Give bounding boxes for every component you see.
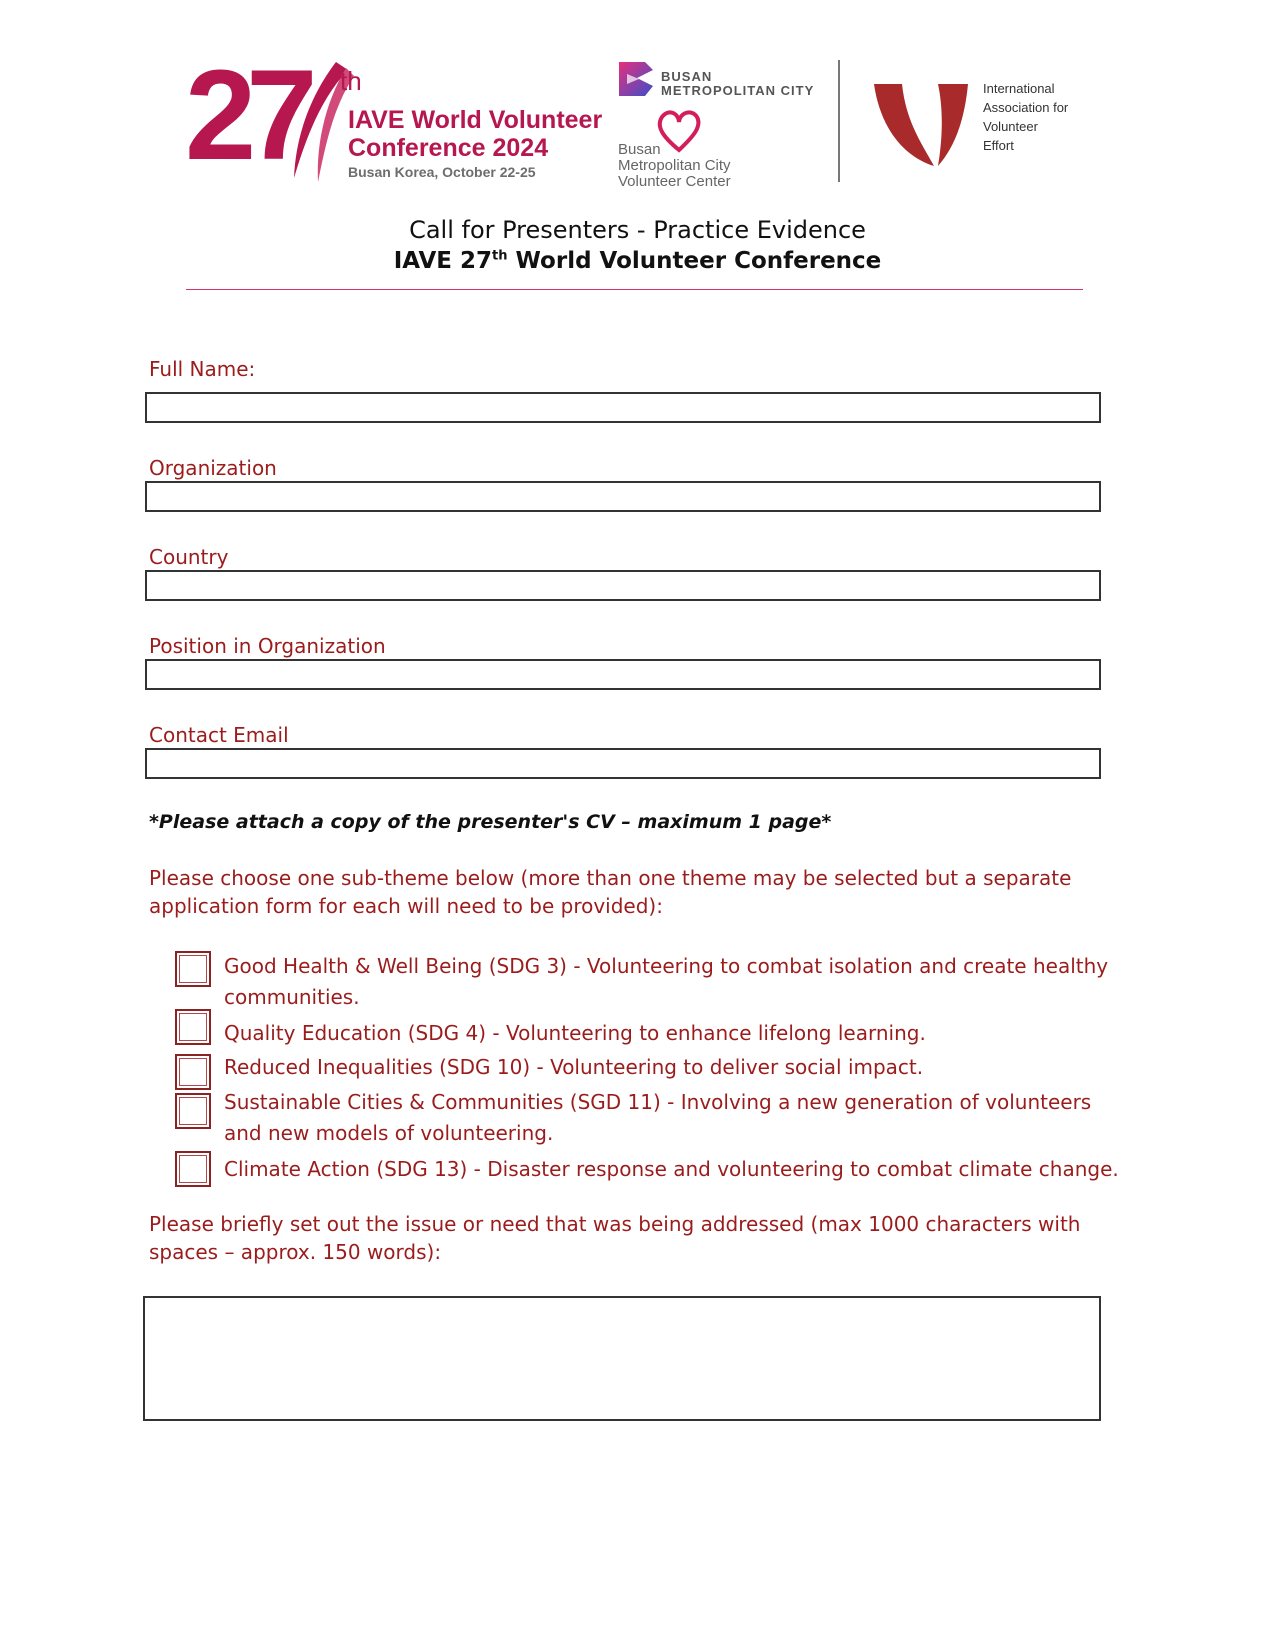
busan-logo-line2: METROPOLITAN CITY (661, 83, 815, 98)
issue-prompt: Please briefly set out the issue or need that was being addressed (max 1000 characters with spaces – approx. 150 words): (149, 1212, 1081, 1264)
page-title: Call for Presenters - Practice Evidence (409, 216, 866, 244)
country-field[interactable] (145, 570, 1101, 601)
organization-label: Organization (149, 456, 277, 480)
organization-field[interactable] (145, 481, 1101, 512)
subtitle-sup: th (492, 248, 508, 264)
conference-title-line1: IAVE World Volunteer (348, 106, 603, 134)
subtitle-post: World Volunteer Conference (507, 248, 882, 274)
busan-emblem-icon (617, 60, 655, 98)
busan-logo-line1: BUSAN (661, 69, 713, 84)
title-rule (186, 289, 1083, 290)
iave-logo-line4: Effort (983, 138, 1014, 153)
volunteer-center-line1: Busan (618, 141, 661, 158)
subtheme-label-sdg11: Sustainable Cities & Communities (SGD 11) - Involving a new generation of volunteers and new models of volunteering. (224, 1090, 1092, 1145)
subtheme-label-sdg4: Quality Education (SDG 4) - Volunteering to enhance lifelong learning. (224, 1021, 926, 1045)
subtheme-checkbox-sdg13[interactable] (175, 1151, 211, 1187)
subtheme-prompt: Please choose one sub-theme below (more than one theme may be selected but a separate application form for each will need to be provided): (149, 866, 1072, 918)
subtheme-label-sdg10: Reduced Inequalities (SDG 10) - Volunteering to deliver social impact. (224, 1055, 924, 1079)
subtheme-checkbox-sdg4[interactable] (175, 1009, 211, 1045)
full-name-label: Full Name: (149, 357, 256, 381)
conference-superscript: th (340, 66, 362, 96)
heart-icon (654, 108, 704, 154)
volunteer-center-line2: Metropolitan City (618, 157, 731, 174)
subtheme-checkbox-sdg10[interactable] (175, 1054, 211, 1090)
conference-title-line2: Conference 2024 (348, 134, 549, 162)
position-label: Position in Organization (149, 634, 386, 658)
email-field[interactable] (145, 748, 1101, 779)
conference-location: Busan Korea, October 22-25 (348, 164, 536, 180)
full-name-field[interactable] (145, 392, 1101, 423)
volunteer-center-line3: Volunteer Center (618, 173, 731, 190)
iave-v-icon (872, 82, 972, 168)
subtheme-checkbox-sdg3[interactable] (175, 951, 211, 987)
subtheme-checkbox-sdg11[interactable] (175, 1093, 211, 1129)
iave-logo-line2: Association for (983, 100, 1069, 115)
logo-divider (838, 60, 840, 182)
subtheme-label-sdg13: Climate Action (SDG 13) - Disaster response and volunteering to combat climate change. (224, 1157, 1119, 1181)
iave-logo-line3: Volunteer (983, 119, 1038, 134)
issue-textarea[interactable] (143, 1296, 1101, 1421)
subtitle-pre: IAVE 27 (393, 248, 493, 274)
email-label: Contact Email (149, 723, 289, 747)
page-subtitle (0, 248, 1275, 274)
cv-note: *Please attach a copy of the presenter's CV – maximum 1 page* (149, 811, 832, 833)
subtheme-label-sdg3: Good Health & Well Being (SDG 3) - Volunteering to combat isolation and create healthy communities. (224, 954, 1109, 1009)
country-label: Country (149, 545, 229, 569)
conference-number: 27 (185, 44, 308, 187)
iave-logo-line1: International (983, 81, 1055, 96)
position-field[interactable] (145, 659, 1101, 690)
